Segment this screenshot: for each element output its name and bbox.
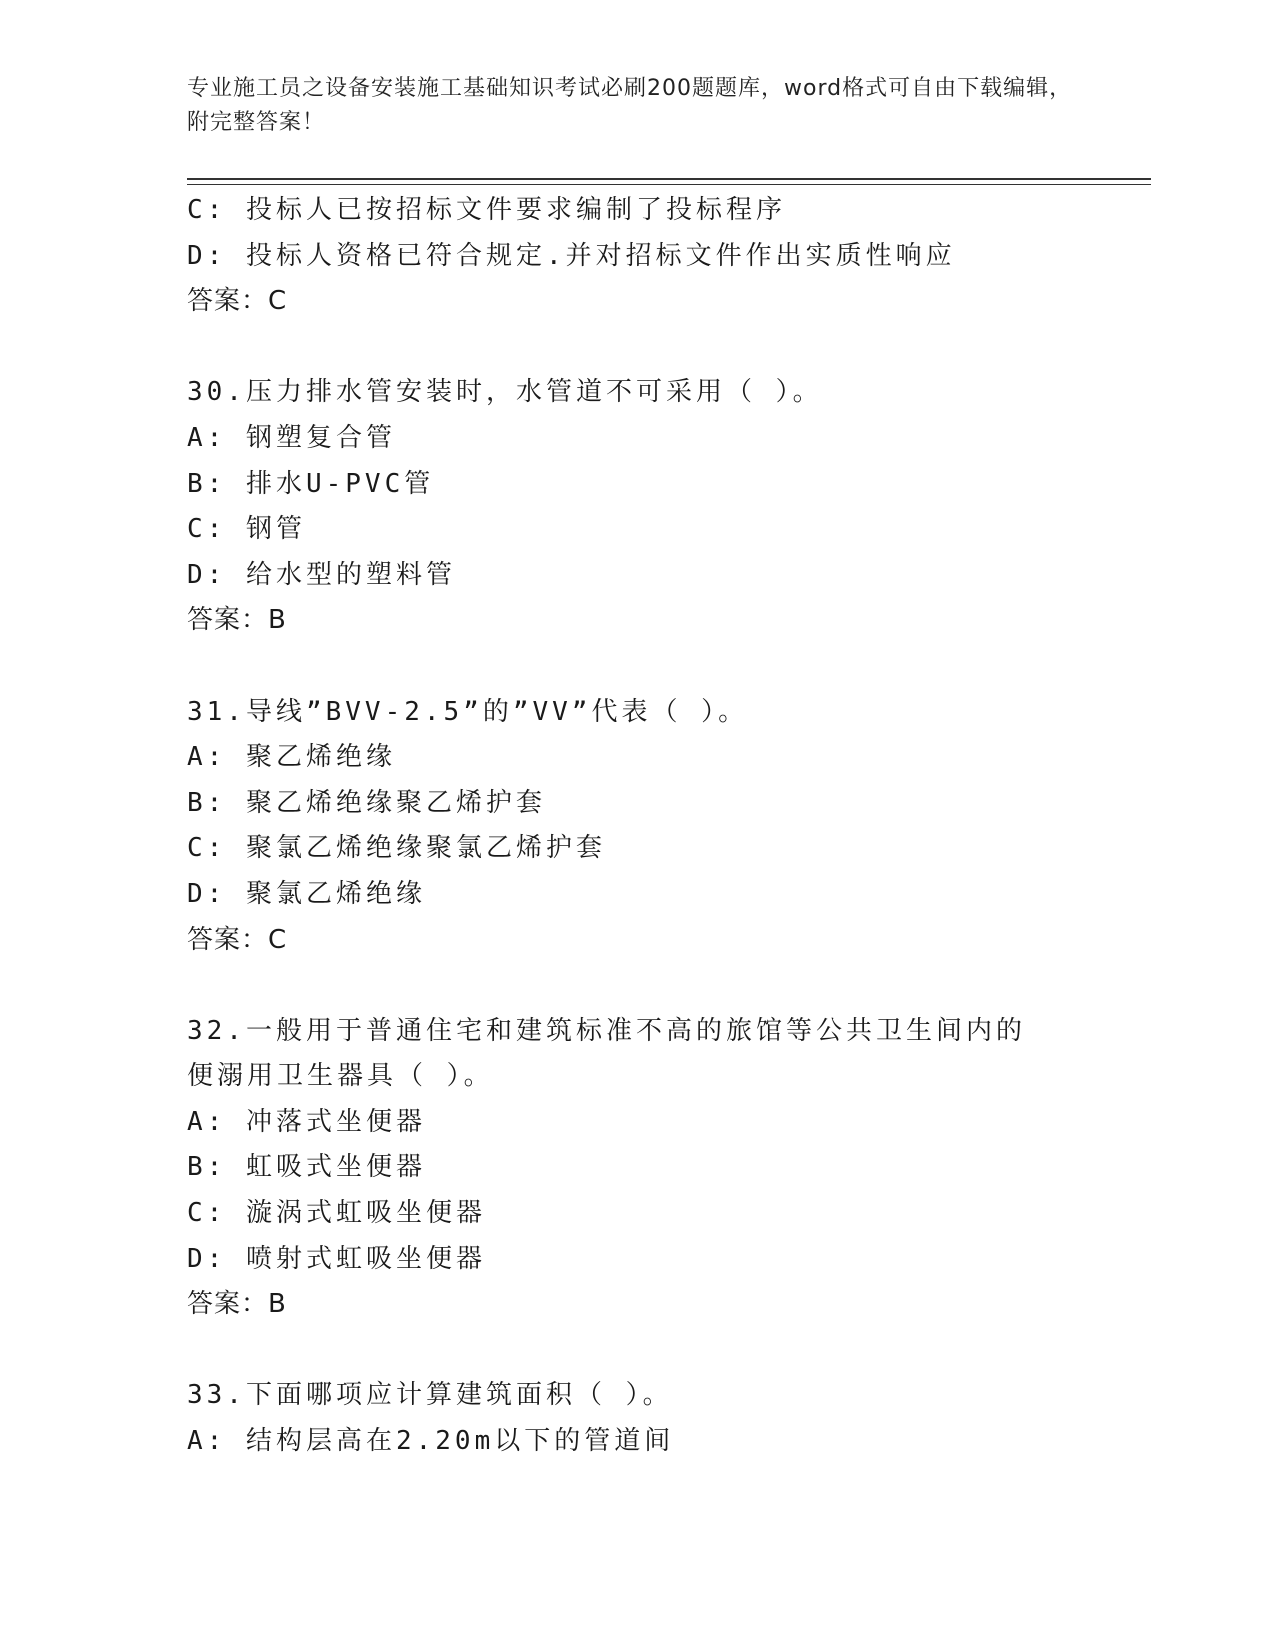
option-c: C: 聚氯乙烯绝缘聚氯乙烯护套 (187, 833, 606, 864)
option-d: D: 给水型的塑料管 (187, 559, 456, 590)
question-stem: 32.一般用于普通住宅和建筑标准不高的旅馆等公共卫生间内的便溺用卫生器具（ ）。 (187, 1015, 1026, 1092)
question-31 (187, 690, 1087, 964)
option-a: A: 聚乙烯绝缘 (187, 742, 396, 773)
answer-line: 答案：B (187, 605, 287, 636)
option-a: A: 结构层高在2.20m以下的管道间 (187, 1426, 675, 1457)
document-title: 专业施工员之设备安装施工基础知识考试必刷200题题库，word格式可自由下载编辑，附完整答案！ (187, 76, 1073, 135)
option-d: D: 喷射式虹吸坐便器 (187, 1243, 486, 1274)
question-list (187, 188, 1087, 1465)
option-d: D: 投标人资格已符合规定.并对招标文件作出实质性响应 (187, 240, 956, 271)
question-30 (187, 370, 1087, 644)
document-header (187, 72, 1087, 140)
answer-line: 答案：B (187, 1289, 287, 1320)
option-a: A: 冲落式坐便器 (187, 1106, 426, 1137)
option-c: C: 钢管 (187, 514, 306, 545)
spacer (187, 963, 1087, 1009)
question-stem: 30.压力排水管安装时，水管道不可采用（ ）。 (187, 377, 823, 408)
option-b: B: 排水U-PVC管 (187, 468, 435, 499)
spacer (187, 1328, 1087, 1374)
answer-line: 答案：C (187, 286, 288, 317)
question-32 (187, 1009, 1087, 1328)
option-c: C: 漩涡式虹吸坐便器 (187, 1198, 486, 1229)
spacer (187, 325, 1087, 371)
question-33 (187, 1373, 1087, 1464)
option-a: A: 钢塑复合管 (187, 422, 396, 453)
answer-line: 答案：C (187, 924, 288, 955)
header-divider-thin (187, 184, 1151, 185)
question-stem: 31.导线”BVV-2.5”的”VV”代表（ ）。 (187, 696, 749, 727)
header-divider-thick (187, 178, 1151, 180)
option-c: C: 投标人已按招标文件要求编制了投标程序 (187, 195, 786, 225)
option-b: B: 虹吸式坐便器 (187, 1152, 426, 1183)
spacer (187, 644, 1087, 690)
question-29-continuation (187, 188, 1087, 325)
option-d: D: 聚氯乙烯绝缘 (187, 878, 426, 909)
question-stem: 33.下面哪项应计算建筑面积（ ）。 (187, 1380, 673, 1411)
option-b: B: 聚乙烯绝缘聚乙烯护套 (187, 787, 546, 818)
